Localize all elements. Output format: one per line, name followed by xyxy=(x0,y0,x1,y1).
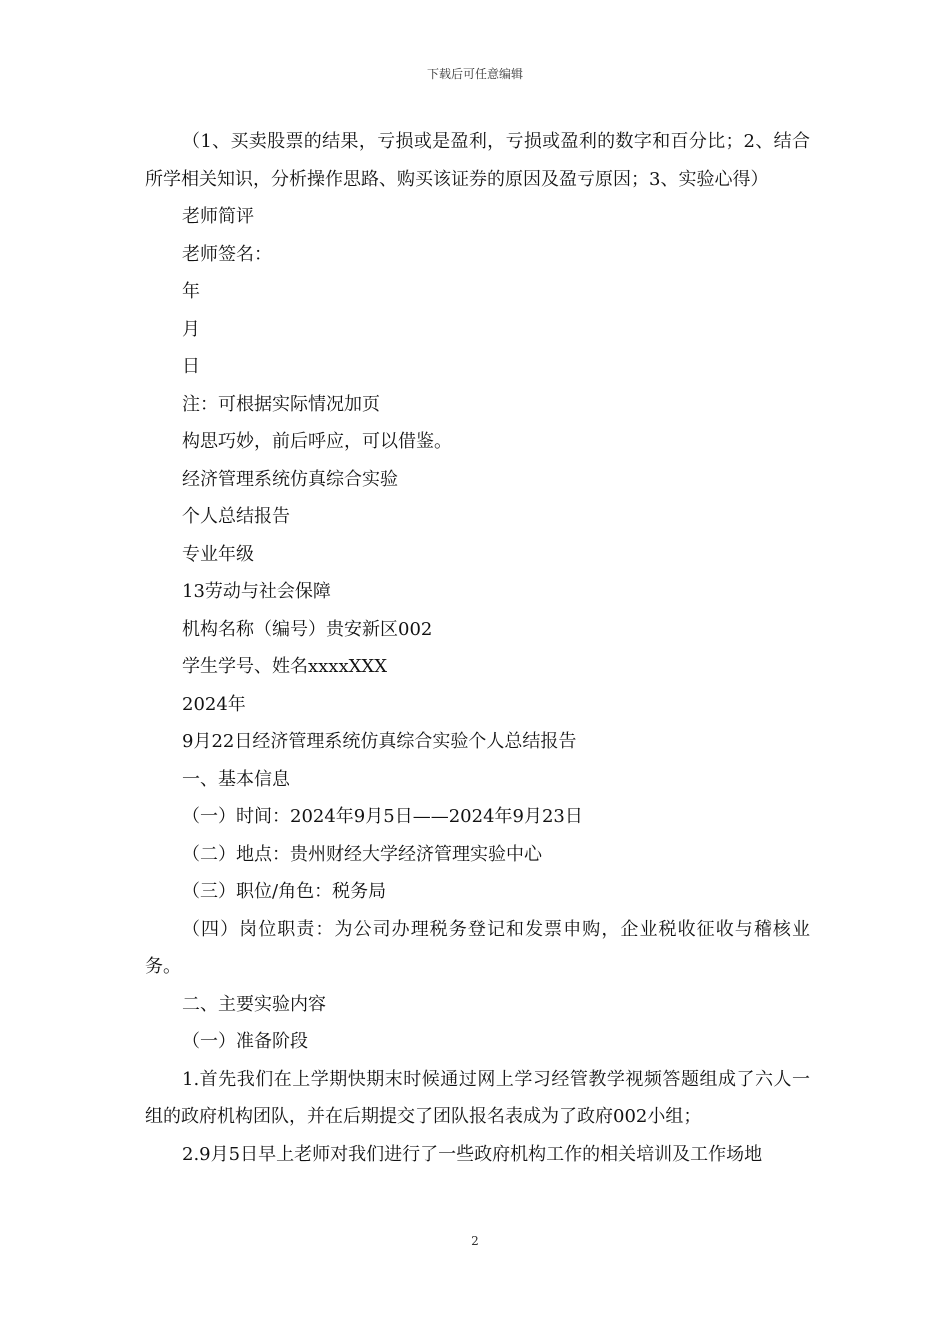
page-header: 下载后可任意编辑 xyxy=(426,67,523,81)
paragraph: 1.首先我们在上学期快期末时候通过网上学习经管教学视频答题组成了六人一组的政府机构团队，并在后期提交了团队报名表成为了政府002小组； xyxy=(145,1068,810,1127)
paragraph: 9月22日经济管理系统仿真综合实验个人总结报告 xyxy=(182,731,577,752)
paragraph: （四）岗位职责：为公司办理税务登记和发票申购，企业税收征收与稽核业务。 xyxy=(145,918,810,977)
paragraph: （二）地点：贵州财经大学经济管理实验中心 xyxy=(182,843,542,865)
paragraph: 学生学号、姓名xxxxXXX xyxy=(182,656,388,677)
section-heading: 二、主要实验内容 xyxy=(182,993,326,1015)
paragraph: 构思巧妙，前后呼应，可以借鉴。 xyxy=(182,431,452,452)
paragraph: 月 xyxy=(182,318,200,340)
paragraph: 2024年 xyxy=(182,693,246,715)
paragraph: 注：可根据实际情况加页 xyxy=(182,393,380,415)
paragraph: （一）准备阶段 xyxy=(182,1031,308,1052)
paragraph: 经济管理系统仿真综合实验 xyxy=(182,468,398,490)
paragraph: 年 xyxy=(182,281,200,302)
paragraph: 个人总结报告 xyxy=(182,506,290,527)
paragraph: （一）时间：2024年9月5日——2024年9月23日 xyxy=(182,806,583,827)
paragraph: 日 xyxy=(182,356,200,377)
paragraph: （1、买卖股票的结果，亏损或是盈利，亏损或盈利的数字和百分比；2、结合所学相关知识，分析操作思路、购买该证券的原因及盈亏原因；3、实验心得） xyxy=(145,131,810,190)
page-number: 2 xyxy=(471,1234,479,1248)
paragraph: 老师简评 xyxy=(182,206,254,227)
paragraph: 专业年级 xyxy=(182,543,254,565)
paragraph: 机构名称（编号）贵安新区002 xyxy=(182,618,433,640)
paragraph: 老师签名： xyxy=(182,243,272,265)
paragraph: 2.9月5日早上老师对我们进行了一些政府机构工作的相关培训及工作场地 xyxy=(182,1143,763,1165)
paragraph: （三）职位/角色：税务局 xyxy=(182,881,387,902)
section-heading: 一、基本信息 xyxy=(182,768,290,790)
paragraph: 13劳动与社会保障 xyxy=(182,581,331,602)
document-body xyxy=(145,123,810,1173)
